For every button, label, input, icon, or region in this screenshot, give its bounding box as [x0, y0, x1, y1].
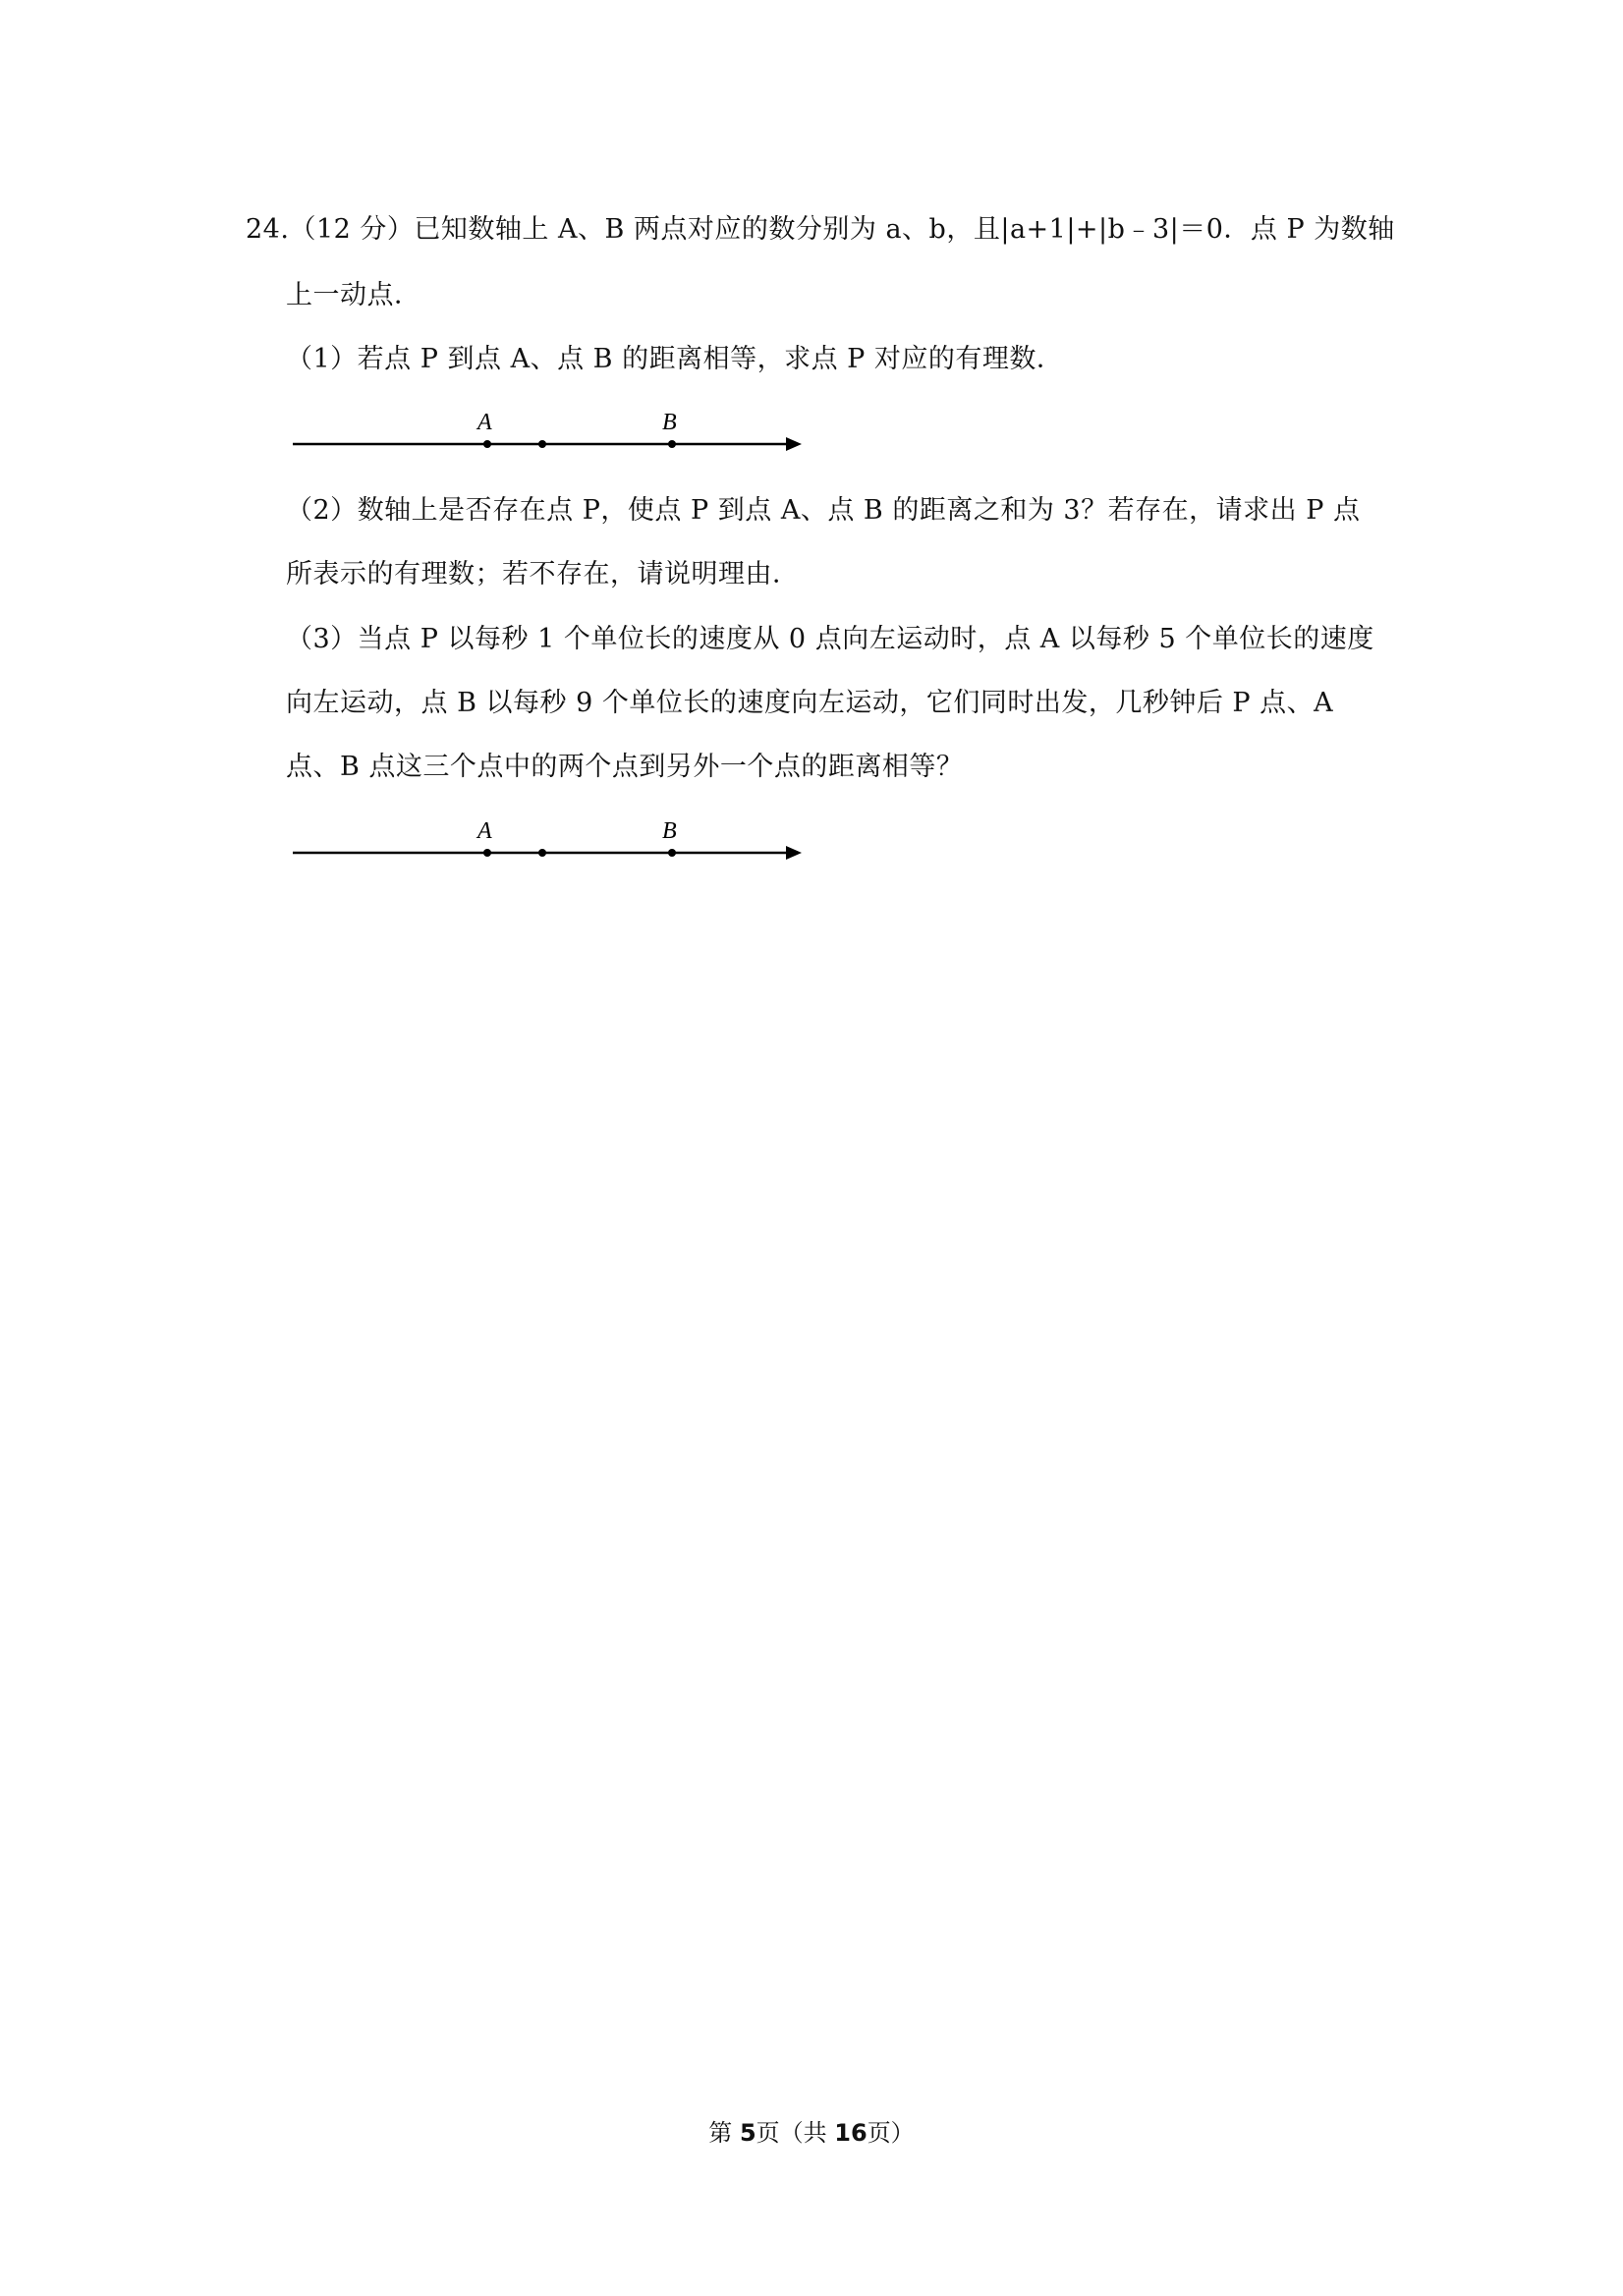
arrow-head-icon: [786, 846, 802, 860]
page-footer: [0, 2113, 1623, 2148]
footer-page-number: 5: [739, 2119, 756, 2147]
part-3-line-2: 向左运动，点 B 以每秒 9 个单位长的速度向左运动，它们同时出发，几秒钟后 P 点、A: [286, 688, 1334, 718]
part-3-line-1: （3）当点 P 以每秒 1 个单位长的速度从 0 点向左运动时，点 A 以每秒 5 个单位长的速度: [286, 624, 1374, 654]
part-2-line-2: 所表示的有理数；若不存在，请说明理由．: [286, 559, 800, 589]
arrow-head-icon: [786, 437, 802, 451]
footer-total-pages: 16: [834, 2119, 867, 2147]
origin-dot: [538, 440, 546, 448]
point-b-dot: [668, 440, 676, 448]
label-a: A: [477, 818, 492, 844]
label-b: B: [662, 410, 677, 435]
part-3-line-3: 点、B 点这三个点中的两个点到另外一个点的距离相等？: [286, 752, 964, 782]
point-a-dot: [483, 849, 491, 857]
label-b: B: [662, 818, 677, 844]
problem-line-2: 上一动点．: [286, 280, 421, 310]
number-line-2: [289, 812, 810, 870]
label-a: A: [477, 410, 492, 435]
origin-dot: [538, 849, 546, 857]
footer-suffix: 页）: [867, 2119, 915, 2147]
point-b-dot: [668, 849, 676, 857]
part-2-line-1: （2）数轴上是否存在点 P，使点 P 到点 A、点 B 的距离之和为 3？若存在，请求出 P 点: [286, 495, 1361, 526]
point-a-dot: [483, 440, 491, 448]
footer-middle: 页（共: [756, 2119, 835, 2147]
footer-prefix: 第: [708, 2119, 740, 2147]
problem-line-1: 24.（12 分）已知数轴上 A、B 两点对应的数分别为 a、b，且|a+1|+|b﹣3|＝0．点 P 为数轴: [246, 214, 1395, 245]
part-1-text: （1）若点 P 到点 A、点 B 的距离相等，求点 P 对应的有理数．: [286, 344, 1064, 374]
number-line-1: [289, 403, 810, 462]
